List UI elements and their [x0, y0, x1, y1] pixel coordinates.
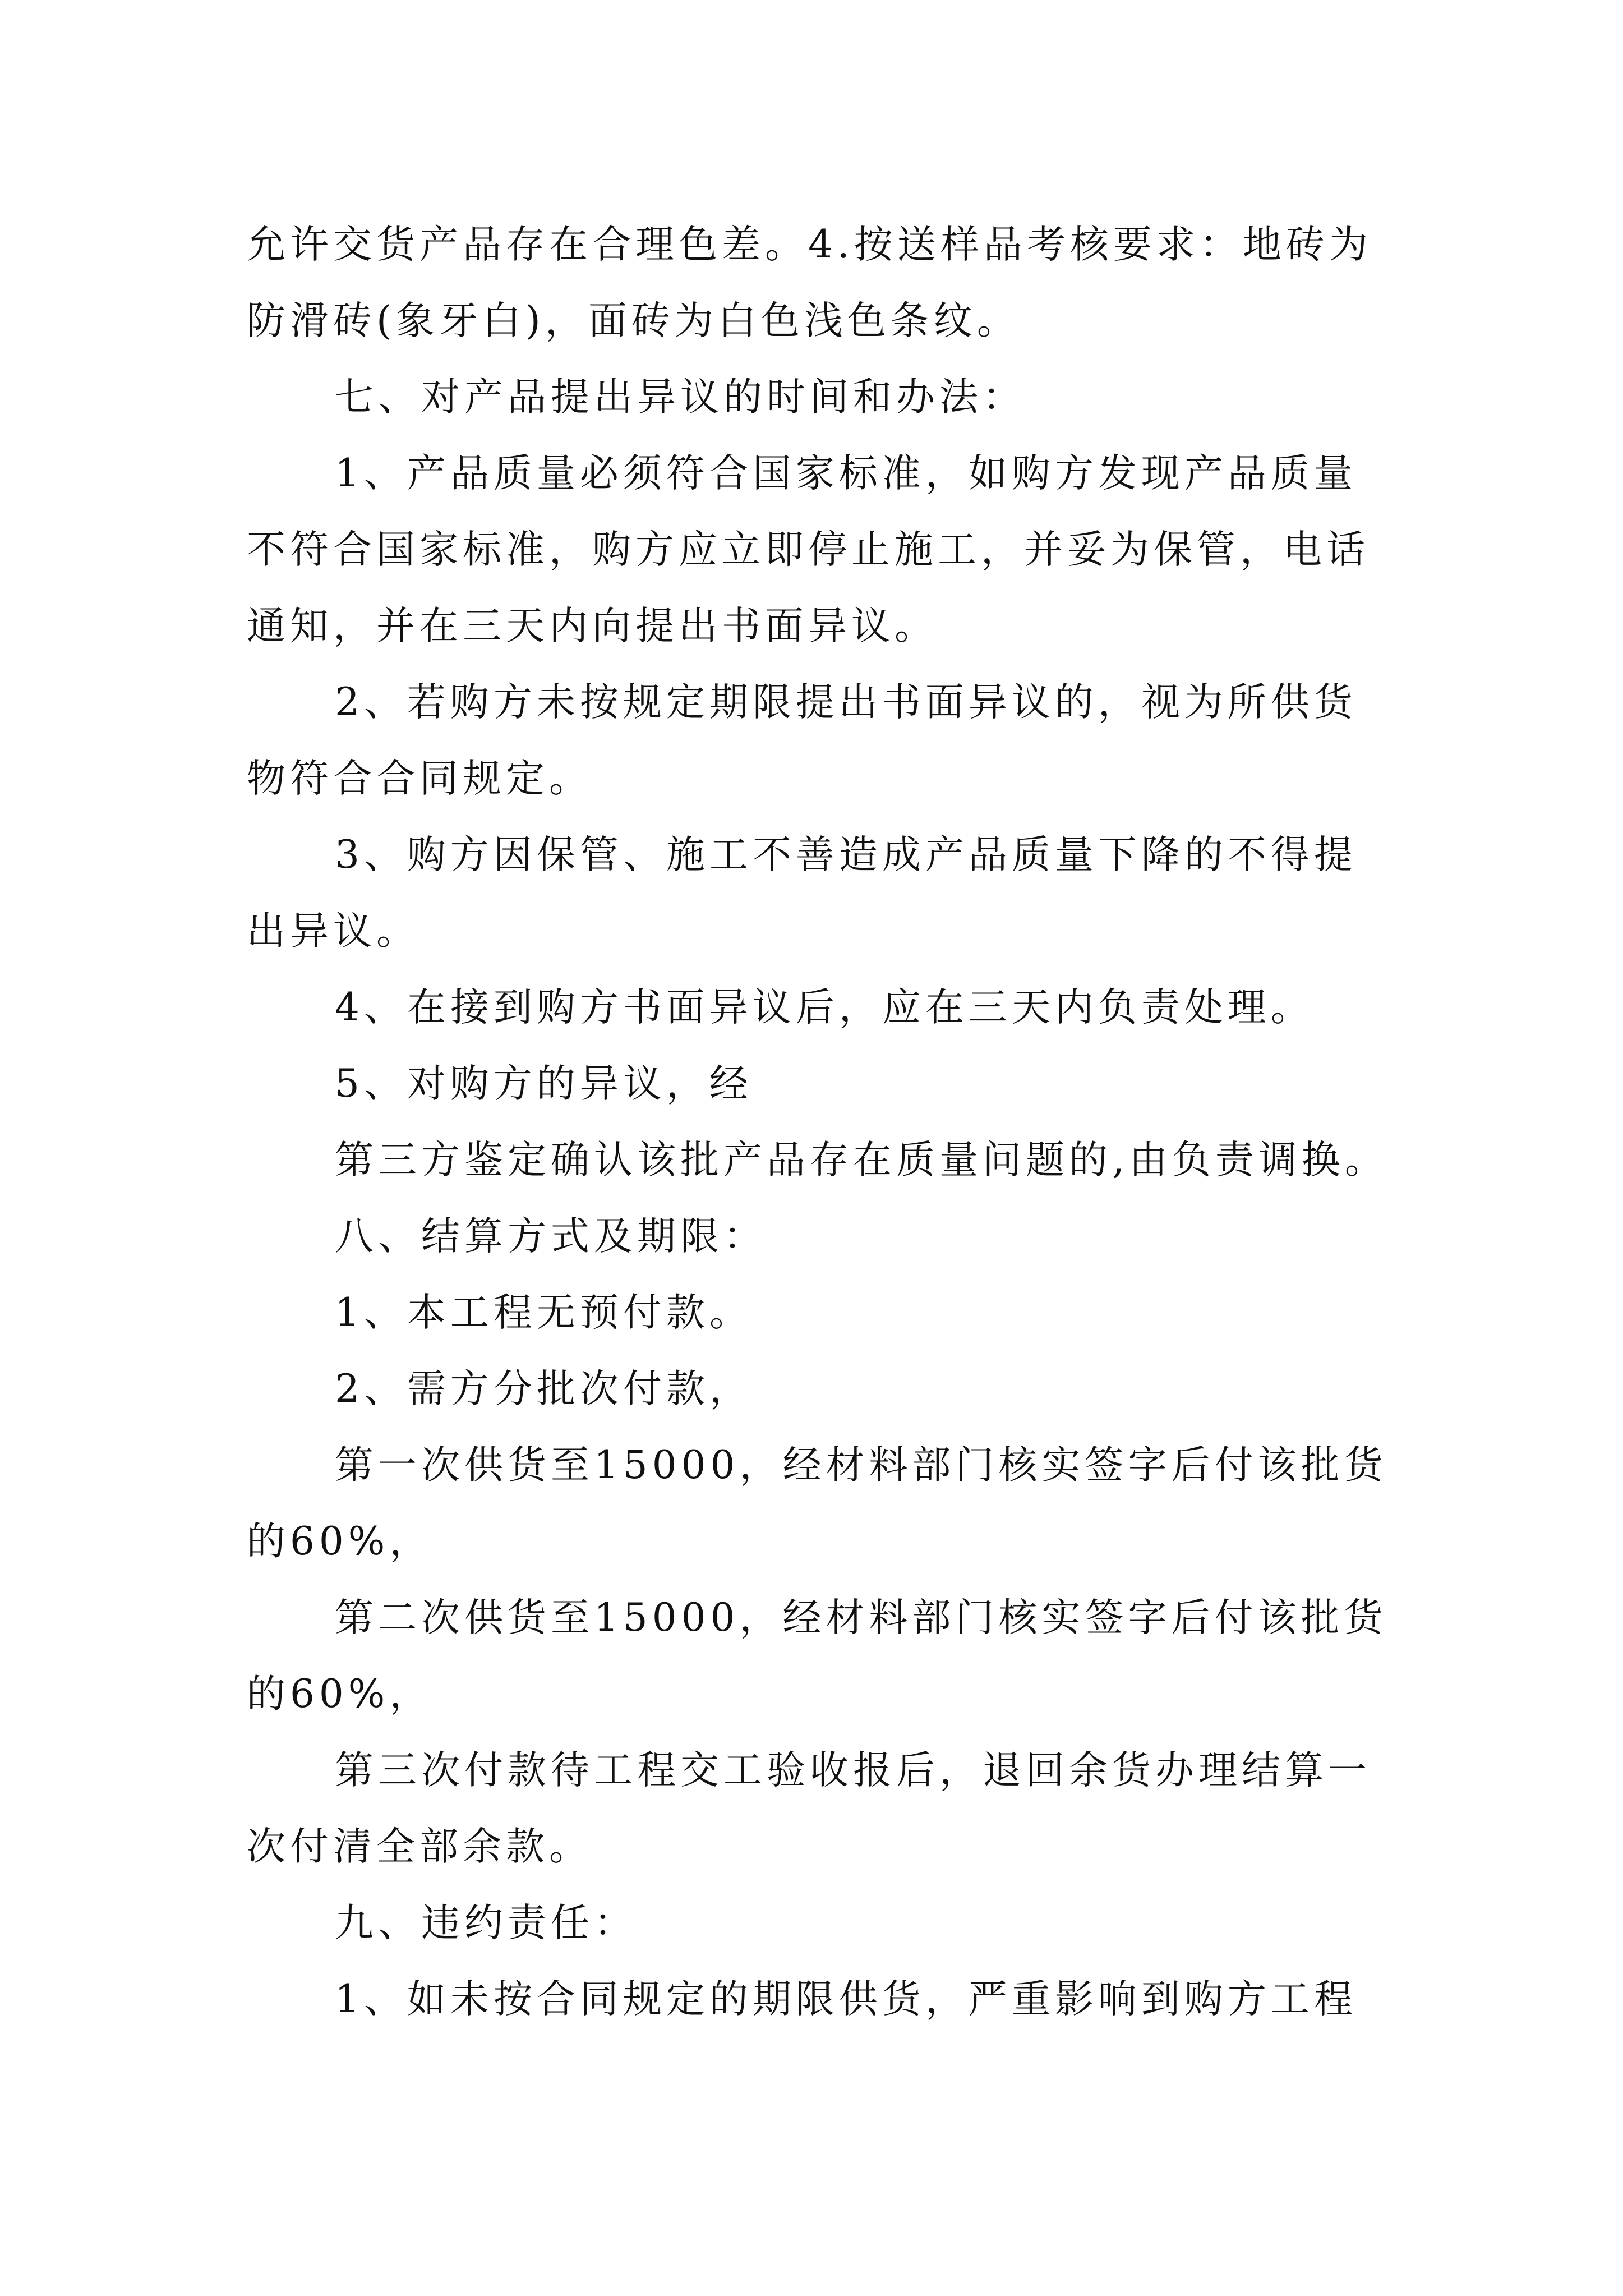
text-line: 物符合合同规定。: [247, 756, 592, 801]
text-line: 第二次供货至15000，经材料部门核实签字后付该批货: [335, 1595, 1387, 1640]
text-line: 4、在接到购方书面异议后，应在三天内负责处理。: [335, 985, 1314, 1030]
text-line: 3、购方因保管、施工不善造成产品质量下降的不得提: [335, 832, 1357, 877]
text-line: 1、如未按合同规定的期限供货，严重影响到购方工程: [335, 1977, 1357, 2022]
text-line: 第三方鉴定确认该批产品存在质量问题的,由负责调换。: [335, 1138, 1388, 1182]
document-body: [247, 206, 1396, 2037]
text-line: 第一次供货至15000，经材料部门核实签字后付该批货: [335, 1443, 1387, 1488]
text-line: 七、对产品提出异议的时间和办法：: [335, 375, 1026, 420]
text-line: 次付清全部余款。: [247, 1824, 592, 1869]
text-line: 1、产品质量必须符合国家标准，如购方发现产品质量: [335, 451, 1357, 496]
text-line: 2、若购方未按规定期限提出书面异议的，视为所供货: [335, 680, 1357, 725]
text-line: 第三次付款待工程交工验收报后，退回余货办理结算一: [335, 1748, 1371, 1793]
text-line: 出异议。: [247, 909, 419, 954]
text-line: 不符合国家标准，购方应立即停止施工，并妥为保管，电话: [247, 527, 1370, 572]
text-line: 2、需方分批次付款，: [335, 1366, 753, 1411]
text-line: 九、违约责任：: [335, 1901, 637, 1945]
text-line: 通知，并在三天内向提出书面异议。: [247, 604, 938, 648]
text-line: 5、对购方的异议，经: [335, 1061, 753, 1106]
text-line: 1、本工程无预付款。: [335, 1290, 753, 1335]
text-line: 防滑砖(象牙白)，面砖为白色浅色条纹。: [247, 298, 1020, 343]
text-line: 的60%，: [247, 1519, 433, 1564]
text-line: 允许交货产品存在合理色差。4.按送样品考核要求：地砖为: [247, 222, 1372, 267]
text-line: 的60%，: [247, 1672, 433, 1717]
text-line: 八、结算方式及期限：: [335, 1214, 767, 1259]
